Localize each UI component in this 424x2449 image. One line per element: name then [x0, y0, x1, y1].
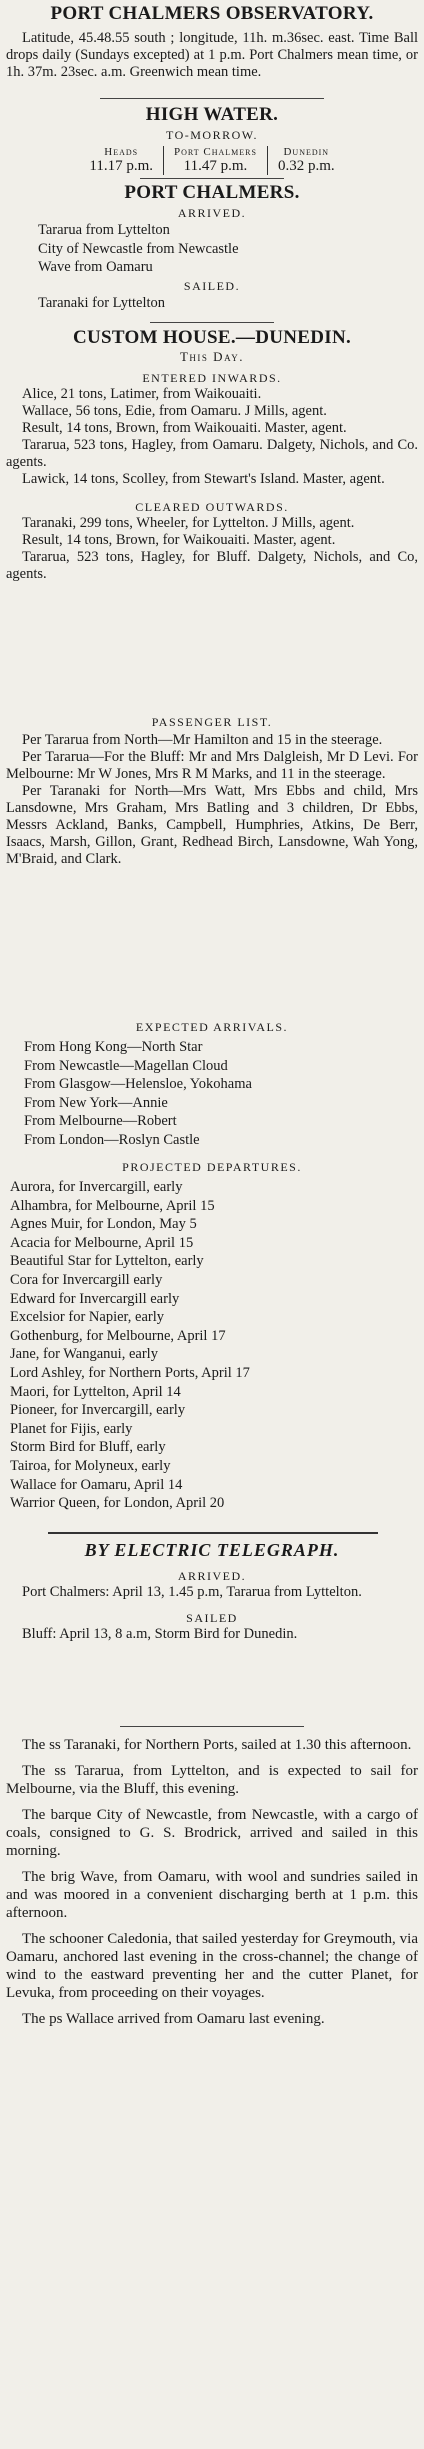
divider [150, 322, 274, 323]
list-item: Per Taranaki for North—Mrs Watt, Mrs Ebbs and child, Mrs Lansdowne, Mrs Graham, Mrs Batling and 3 children, Dr Ebbs, Messrs Ackland, Banks, Campbell, Humphries, Atkins, De Berr, Isaacs, Marsh, Gillon, Grant, Redhead Birch, Lansdowne, Wah Yong, M'Braid, and Clark. [6, 783, 418, 867]
departures-section [0, 1160, 424, 1513]
custom-house-date: This Day. [179, 349, 244, 364]
port-chalmers-title: PORT CHALMERS. [124, 182, 300, 203]
list-item: Wave from Oamaru [38, 259, 153, 276]
entered-label: ENTERED INWARDS. [142, 371, 282, 385]
high-water-col [163, 146, 267, 175]
high-water-section [0, 104, 424, 175]
passenger-section [0, 715, 424, 868]
telegraph-section [0, 1540, 424, 1643]
divider [48, 1532, 378, 1534]
list-item: Planet for Fijis, early [10, 1420, 133, 1437]
news-section [0, 1736, 424, 2028]
list-item: Tairoa, for Molyneux, early [10, 1457, 171, 1474]
list-item: From New York—Annie [24, 1094, 168, 1111]
list-item: Result, 14 tons, Brown, from Waikouaiti. Master, agent. [22, 420, 347, 436]
cleared-label: CLEARED OUTWARDS. [135, 500, 289, 514]
news-paragraph: The ss Taranaki, for Northern Ports, sailed at 1.30 this afternoon. [22, 1737, 412, 1753]
col-value: 0.32 p.m. [277, 158, 335, 174]
list-item: Result, 14 tons, Brown, for Waikouaiti. Master, agent. [22, 532, 336, 548]
list-item: Wallace for Oamaru, April 14 [10, 1476, 183, 1493]
list-item: Excelsior for Napier, early [10, 1309, 165, 1326]
col-value: 11.17 p.m. [89, 158, 153, 174]
telegraph-arrived-label: ARRIVED. [177, 1569, 247, 1583]
list-item: City of Newcastle from Newcastle [38, 240, 239, 257]
list-item: Storm Bird for Bluff, early [10, 1439, 166, 1456]
col-label: Heads [104, 146, 139, 158]
news-paragraph: The brig Wave, from Oamaru, with wool and sundries sailed in and was moored in a convenient discharging berth at 1 p.m. this afternoon. [6, 1869, 418, 1921]
divider [140, 178, 284, 179]
list-item: Gothenburg, for Melbourne, April 17 [10, 1327, 226, 1344]
high-water-title: HIGH WATER. [145, 104, 279, 125]
list-item: Taranaki, 299 tons, Wheeler, for Lyttelton. J Mills, agent. [22, 515, 355, 531]
list-item: From Melbourne—Robert [24, 1113, 177, 1130]
passenger-label: PASSENGER LIST. [151, 715, 273, 729]
departures-label: PROJECTED DEPARTURES. [122, 1160, 302, 1174]
list-item: Lord Ashley, for Northern Ports, April 17 [10, 1364, 250, 1381]
news-paragraph: The schooner Caledonia, that sailed yesterday for Greymouth, via Oamaru, anchored last evening in the cross-channel; the change of wind to the eastward preventing her and the cutter Planet, for Levuka, from proceeding on their voyages. [6, 1931, 418, 2001]
list-item: Tararua, 523 tons, Hagley, from Oamaru. Dalgety, Nichols, and Co. agents. [6, 437, 418, 470]
high-water-table [0, 146, 424, 175]
expected-section [0, 1020, 424, 1150]
list-item: Tararua from Lyttelton [38, 222, 170, 238]
port-chalmers-section [0, 182, 424, 312]
list-item: Taranaki for Lyttelton [38, 294, 166, 311]
list-item: Tararua, 523 tons, Hagley, for Bluff. Dalgety, Nichols, and Co, agents. [6, 549, 418, 582]
list-item: Alhambra, for Melbourne, April 15 [10, 1197, 215, 1214]
list-item: Aurora, for Invercargill, early [10, 1179, 183, 1195]
list-item: Per Tararua from North—Mr Hamilton and 15 in the steerage. [22, 732, 383, 748]
list-item: From Glasgow—Helensloe, Yokohama [24, 1076, 252, 1093]
high-water-col [267, 146, 345, 175]
list-item: From London—Roslyn Castle [24, 1131, 200, 1148]
news-paragraph: The barque City of Newcastle, from Newcastle, with a cargo of coals, consigned to G. S. Brodrick, arrived and sailed in this morning. [6, 1807, 418, 1859]
list-item: Beautiful Star for Lyttelton, early [10, 1253, 204, 1270]
arrived-label: ARRIVED. [177, 206, 247, 220]
list-item: Wallace, 56 tons, Edie, from Oamaru. J Mills, agent. [22, 403, 327, 419]
list-item: Warrior Queen, for London, April 20 [10, 1495, 225, 1512]
list-item: Pioneer, for Invercargill, early [10, 1402, 186, 1419]
list-item: Cora for Invercargill early [10, 1271, 163, 1288]
observatory-text: Latitude, 45.48.55 south ; longitude, 11h. m.36sec. east. Time Ball drops daily (Sundays excepted) at 1 p.m. Port Chalmers mean time, or 1h. 37m. 23sec. a.m. Greenwich mean time. [6, 30, 418, 80]
list-item: Maori, for Lyttelton, April 14 [10, 1383, 181, 1400]
expected-label: EXPECTED ARRIVALS. [135, 1020, 289, 1034]
telegraph-sailed: Bluff: April 13, 8 a.m, Storm Bird for Dunedin. [22, 1626, 298, 1642]
custom-house-title: CUSTOM HOUSE.—DUNEDIN. [72, 327, 352, 348]
list-item: Alice, 21 tons, Latimer, from Waikouaiti. [22, 386, 262, 402]
observatory-section [0, 3, 424, 81]
col-value: 11.47 p.m. [183, 158, 248, 174]
list-item: Lawick, 14 tons, Scolley, from Stewart's Island. Master, agent. [22, 471, 385, 487]
list-item: Edward for Invercargill early [10, 1290, 180, 1307]
list-item: From Newcastle—Magellan Cloud [24, 1057, 228, 1074]
divider [120, 1726, 304, 1727]
list-item: Acacia for Melbourne, April 15 [10, 1234, 194, 1251]
list-item: Jane, for Wanganui, early [10, 1346, 158, 1363]
list-item: From Hong Kong—North Star [24, 1039, 203, 1055]
list-item: Agnes Muir, for London, May 5 [10, 1216, 197, 1233]
col-label: Dunedin [283, 146, 330, 158]
high-water-sub: TO-MORROW. [165, 128, 258, 142]
list-item: Per Tararua—For the Bluff: Mr and Mrs Dalgleish, Mr D Levi. For Melbourne: Mr W Jones, Mrs R M Marks, and 11 in the steerage. [6, 749, 418, 782]
col-label: Port Chalmers [174, 146, 257, 158]
high-water-col [79, 146, 163, 175]
custom-house-section [0, 327, 424, 583]
news-paragraph: The ss Tararua, from Lyttelton, and is expected to sail for Melbourne, via the Bluff, this evening. [6, 1763, 418, 1797]
news-paragraph: The ps Wallace arrived from Oamaru last evening. [22, 2011, 325, 2027]
telegraph-arrived: Port Chalmers: April 13, 1.45 p.m, Tararua from Lyttelton. [22, 1584, 362, 1600]
sailed-label: SAILED. [183, 278, 241, 293]
telegraph-sailed-label: SAILED [186, 1611, 238, 1625]
observatory-title: PORT CHALMERS OBSERVATORY. [50, 3, 374, 24]
divider [100, 98, 324, 99]
telegraph-title: BY ELECTRIC TELEGRAPH. [84, 1540, 340, 1560]
